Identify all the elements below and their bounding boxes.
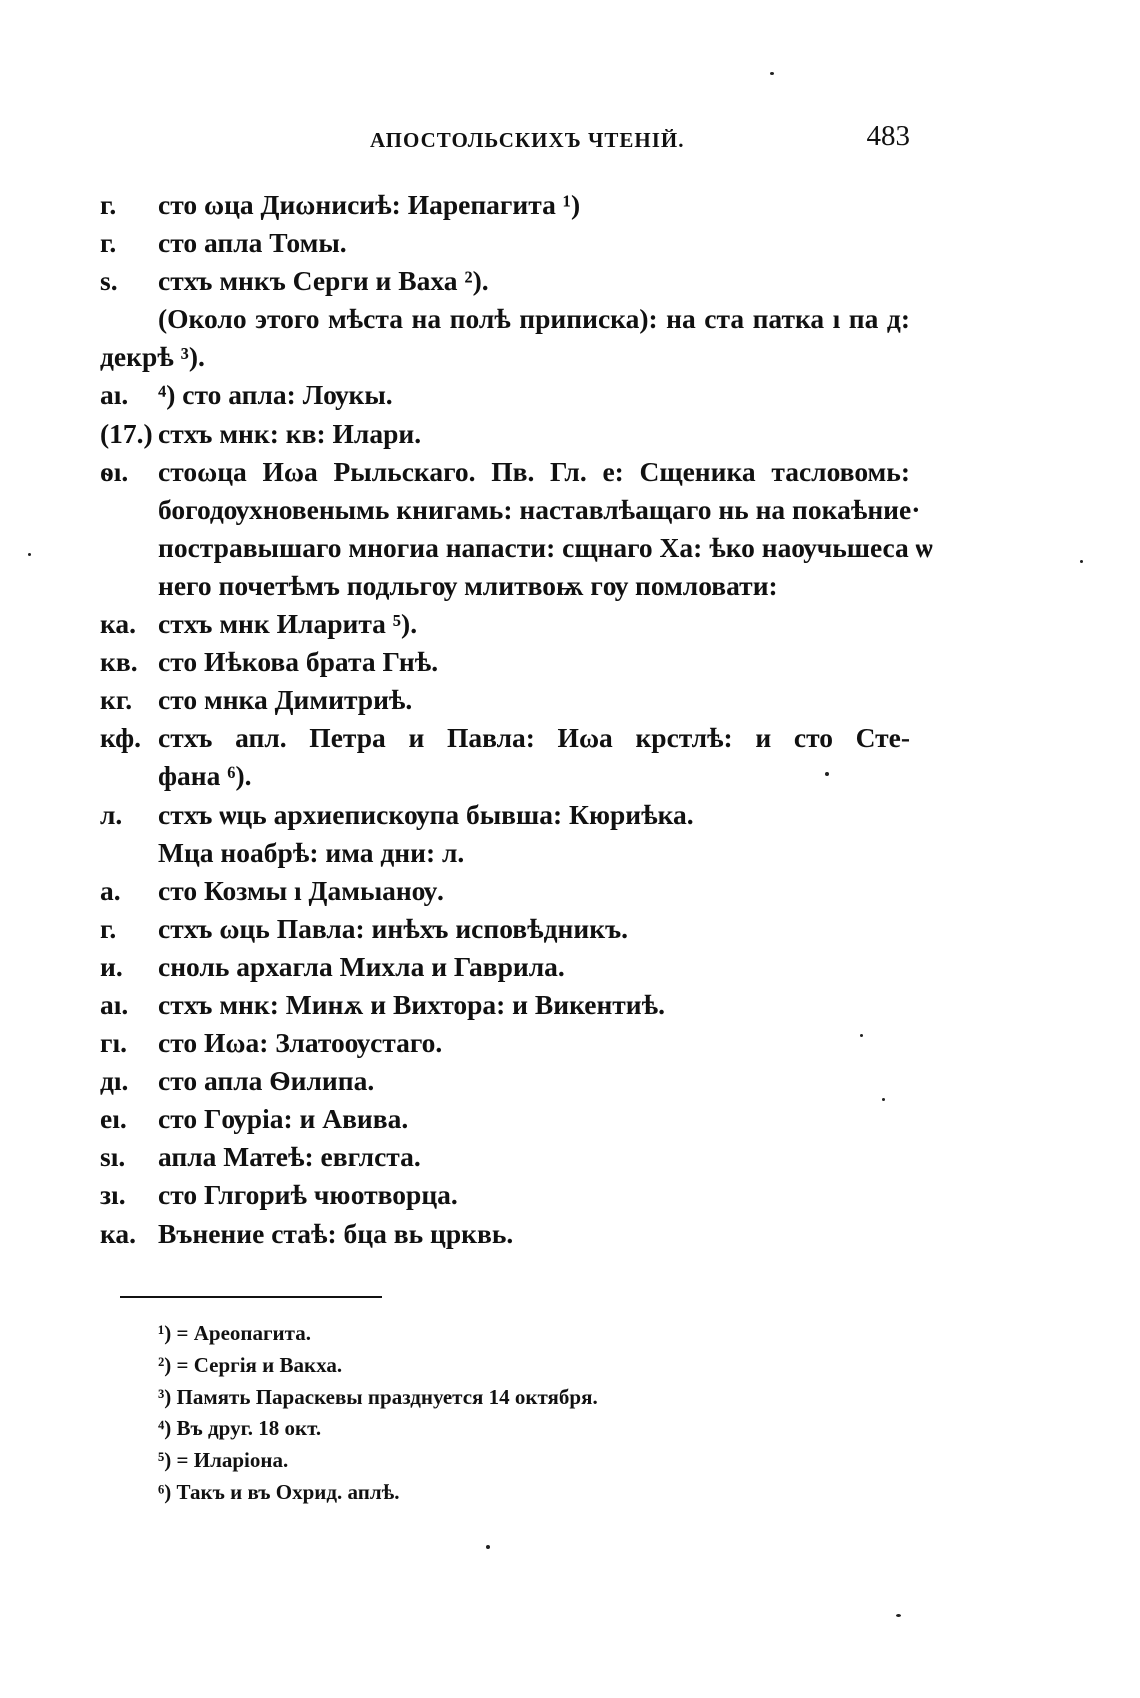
- entry-day-number: л.: [100, 798, 123, 830]
- calendar-entries: [100, 186, 933, 1253]
- entry-text: стхъ мнкъ Серги и Ваха ²).: [158, 265, 489, 297]
- calendar-entry: [100, 415, 910, 453]
- calendar-entry: [100, 224, 910, 262]
- calendar-entry: [100, 262, 910, 300]
- calendar-entry: [100, 1215, 910, 1253]
- calendar-entry: [100, 910, 910, 948]
- entry-text: сто Глгориѣ чюотворца.: [158, 1179, 458, 1211]
- entry-day-number: и.: [100, 950, 123, 982]
- scan-speck: [882, 1098, 885, 1101]
- entry-text: стхъ мнк: кв: Илари.: [158, 417, 422, 449]
- calendar-entry: [100, 681, 910, 719]
- calendar-entry: [100, 453, 910, 491]
- entry-text: сноль архагла Михла и Гаврила.: [158, 950, 565, 982]
- calendar-entry: [100, 1100, 910, 1138]
- entry-text: сто апла Томы.: [158, 227, 347, 259]
- scan-speck: [860, 1034, 863, 1037]
- page-header: [120, 120, 910, 160]
- entry-day-number: г.: [100, 912, 117, 944]
- entry-day-number: а.: [100, 874, 121, 906]
- entry-day-number: ѳı.: [100, 455, 129, 487]
- calendar-entry: [100, 376, 910, 414]
- calendar-entry: [100, 872, 910, 910]
- entry-continuation: постравышаго многиа напасти: сщнаго Ха: ѣко наѹчьшеса ѡ: [158, 531, 933, 563]
- calendar-entry: [100, 719, 910, 757]
- entry-continuation: него почетѣмъ подльгѹ млитвоѭ гѹ помловати:: [158, 569, 778, 601]
- entry-day-number: кг.: [100, 684, 133, 716]
- entry-text: стхъ апл. Петра и Павла: Иωа крстлѣ: и сто Сте-: [158, 722, 910, 754]
- entry-day-number: еı.: [100, 1103, 127, 1135]
- entry-text: сто Козмы ı Дамьıанѹ.: [158, 874, 444, 906]
- entry-text: стхъ мнк: Минѫ и Вихтора: и Викентиѣ.: [158, 988, 666, 1020]
- entry-day-number: гı.: [100, 1027, 128, 1059]
- entry-day-number: аı.: [100, 988, 129, 1020]
- entry-continuation: Мца ноабрѣ: има дни: л.: [158, 836, 465, 868]
- entry-day-number: г.: [100, 227, 117, 259]
- calendar-entry: [100, 948, 910, 986]
- page-number: 483: [866, 120, 910, 152]
- scan-speck: [896, 1614, 901, 1617]
- calendar-entry: [100, 1138, 910, 1176]
- entry-day-number: ѕı.: [100, 1141, 126, 1173]
- calendar-entry: [100, 1176, 910, 1214]
- entry-text: сто Гѹрia: и Авива.: [158, 1103, 409, 1135]
- entry-day-number: ѕ.: [100, 265, 118, 297]
- entry-day-number: дı.: [100, 1065, 129, 1097]
- footnote: ¹) = Ареопагита.: [158, 1321, 311, 1345]
- footnote: ⁵) = Иларіона.: [158, 1448, 289, 1473]
- calendar-entry: [100, 643, 910, 681]
- entry-continuation: фана ⁶).: [158, 760, 252, 792]
- entry-text: апла Матеѣ: евглста.: [158, 1141, 421, 1173]
- entry-text: сто апла Ѳилипа.: [158, 1065, 375, 1097]
- footnote-divider: [120, 1296, 382, 1298]
- margin-note: (Около этого мѣста на полѣ приписка): на ста патка ı па д:: [158, 303, 910, 335]
- entry-text: стхъ ωць Павла: инѣхъ исповѣдникъ.: [158, 912, 628, 944]
- footnotes: [158, 1318, 918, 1509]
- scan-speck: [770, 72, 774, 75]
- calendar-entry: [100, 1062, 910, 1100]
- footnote: ²) = Сергія и Вакха.: [158, 1352, 343, 1377]
- entry-text: сто ωца Диωнисиѣ: Иарепагита ¹): [158, 189, 581, 220]
- entry-day-number: кв.: [100, 646, 138, 678]
- entry-day-number: г.: [100, 189, 117, 220]
- entry-continuation: богодѹхновенымь книгамь: наставлѣащаго нь на покаѣние·: [158, 493, 921, 525]
- scan-speck: [28, 553, 31, 556]
- calendar-entry: [100, 605, 910, 643]
- calendar-entry: [100, 1024, 910, 1062]
- footnote: ³) Память Параскевы празднуется 14 октября.: [158, 1384, 598, 1409]
- entry-day-number: (17.): [100, 417, 153, 449]
- scan-speck: [825, 772, 829, 776]
- entry-text: Вънение стаѣ: бца вь црквь.: [158, 1217, 514, 1249]
- footnote: ⁶) Такъ и въ Охрид. аплѣ.: [158, 1479, 400, 1504]
- scan-speck: [486, 1545, 490, 1549]
- calendar-entry: [100, 186, 910, 224]
- entry-day-number: ка.: [100, 608, 137, 640]
- running-title: АПОСТОЛЬСКИХЪ ЧТЕНІЙ.: [370, 128, 685, 152]
- entry-day-number: ка.: [100, 1217, 137, 1249]
- entry-day-number: аı.: [100, 379, 129, 411]
- entry-day-number: кф.: [100, 722, 142, 754]
- entry-day-number: зı.: [100, 1179, 126, 1211]
- entry-text: стхъ ѡць архиепискѹпа бывша: Кюриѣка.: [158, 798, 694, 830]
- calendar-entry: [100, 796, 910, 834]
- footnote: ⁴) Въ друг. 18 окт.: [158, 1416, 322, 1441]
- entry-text: стхъ мнк Иларита ⁵).: [158, 608, 418, 640]
- entry-text: сто Иωа: Златоѹстаго.: [158, 1027, 443, 1059]
- entry-text: ⁴) сто апла: Лѹкы.: [158, 379, 393, 411]
- margin-note-continuation: декрѣ ³).: [100, 341, 205, 373]
- entry-text: сто мнка Димитриѣ.: [158, 684, 413, 716]
- entry-text: сто Иѣкова брата Гнѣ.: [158, 646, 439, 678]
- entry-text: стоωца Иωа Рыльскаго. Пв. Гл. е: Сщеника тасловомь:: [158, 455, 910, 487]
- scan-speck: [1080, 560, 1083, 563]
- calendar-entry: [100, 986, 910, 1024]
